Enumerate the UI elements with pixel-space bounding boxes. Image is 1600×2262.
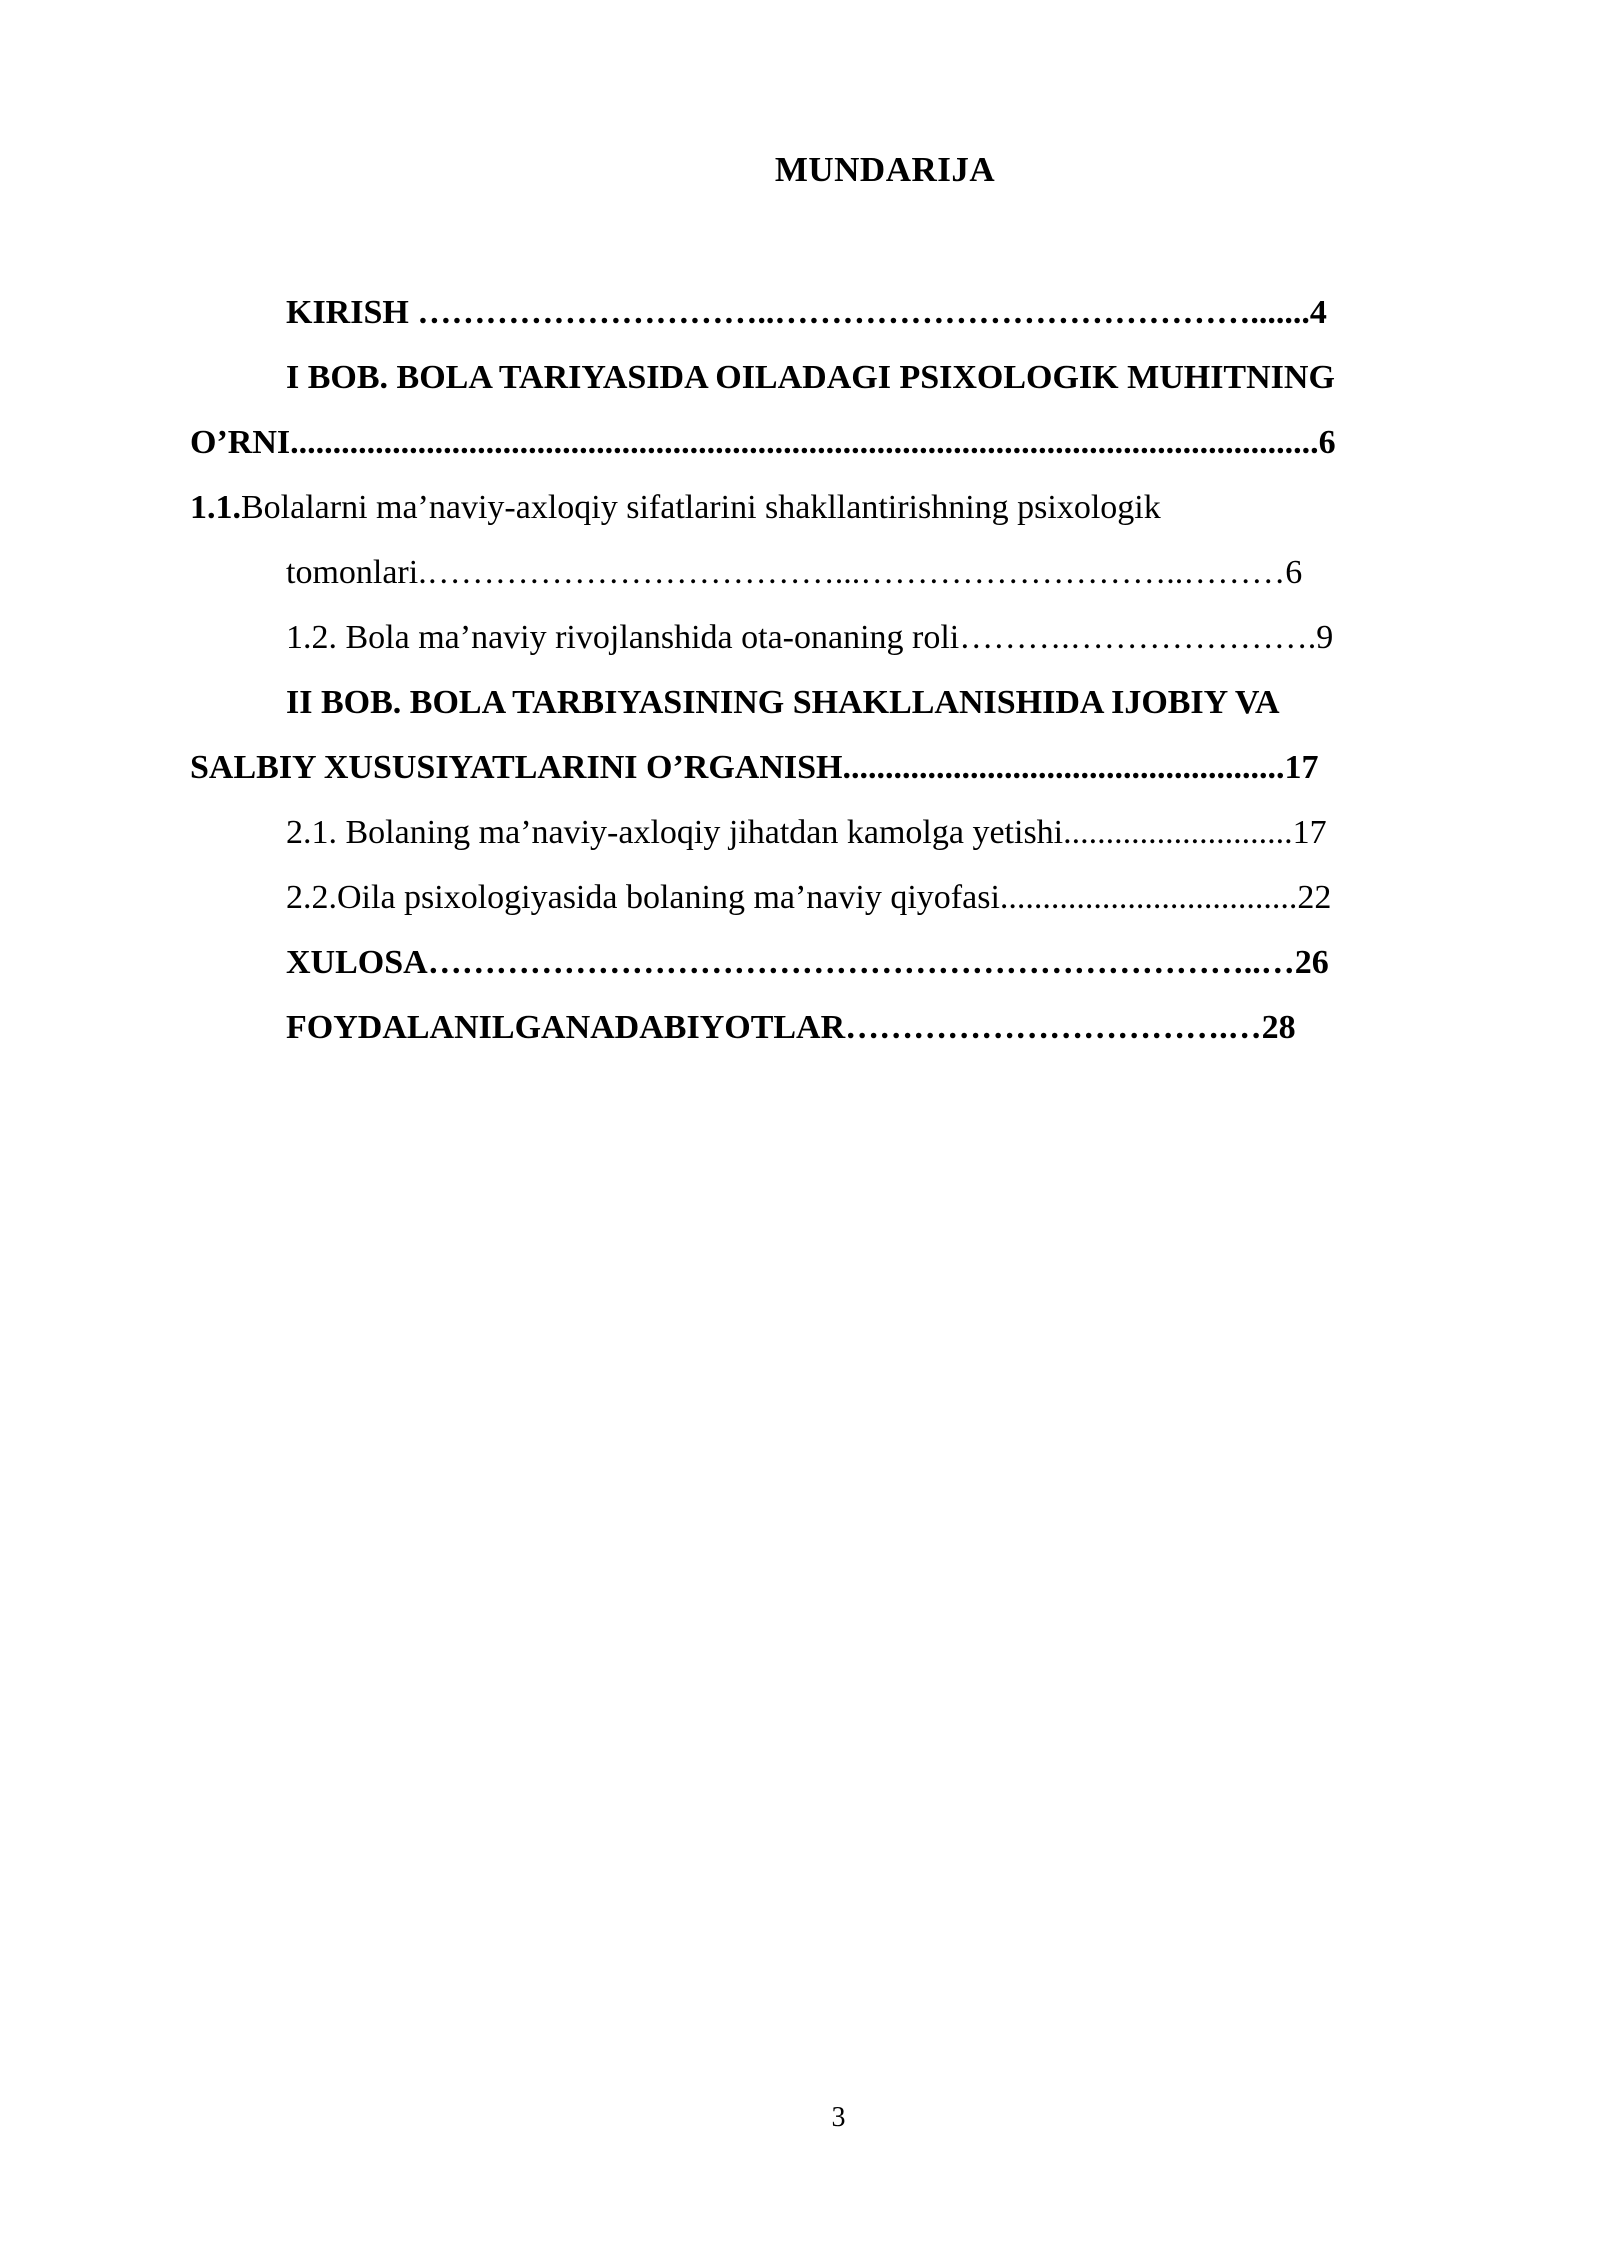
toc-entry-section-1-2: 1.2. Bola ma’naviy rivojlanshida ota-onaning roli……….………………….9	[286, 619, 1334, 656]
toc-entry-chapter-1: I BOB. BOLA TARIYASIDA OILADAGI PSIXOLOGIK MUHITNING	[286, 359, 1335, 396]
toc-entry-kirish: KIRISH …………………………..…………………………………….......4	[286, 294, 1327, 331]
toc-entry-references: FOYDALANILGANADABIYOTLAR…………………………….…28	[286, 1009, 1296, 1046]
toc-entry-section-2-1: 2.1. Bolaning ma’naviy-axloqiy jihatdan kamolga yetishi...........................17	[286, 814, 1327, 851]
toc-section-number: 1.1.	[190, 489, 241, 526]
toc-entry-section-1-1-cont: tomonlari.………………………………...………………………..………6	[286, 554, 1303, 591]
page-title: MUNDARIJA	[774, 150, 996, 189]
toc-entry-chapter-2: II BOB. BOLA TARBIYASINING SHAKLLANISHIDA IJOBIY VA	[286, 684, 1280, 721]
toc-entry-section-2-2: 2.2.Oila psixologiyasida bolaning ma’naviy qiyofasi...................................22	[286, 879, 1332, 916]
toc-entry-chapter-2-cont: SALBIY XUSUSIYATLARINI O’RGANISH....................................................17	[190, 749, 1319, 786]
page-number: 3	[831, 2102, 846, 2133]
toc-entry-section-1-1	[190, 475, 1460, 540]
toc-section-title: Bolalarni ma’naviy-axloqiy sifatlarini shakllantirishning psixologik	[241, 489, 1161, 526]
toc-entry-chapter-1-cont: O’RNI.........................................................................................................................6	[190, 424, 1336, 461]
table-of-contents	[190, 280, 1460, 1060]
toc-entry-xulosa: XULOSA………………………………………………………………..…26	[286, 944, 1329, 981]
